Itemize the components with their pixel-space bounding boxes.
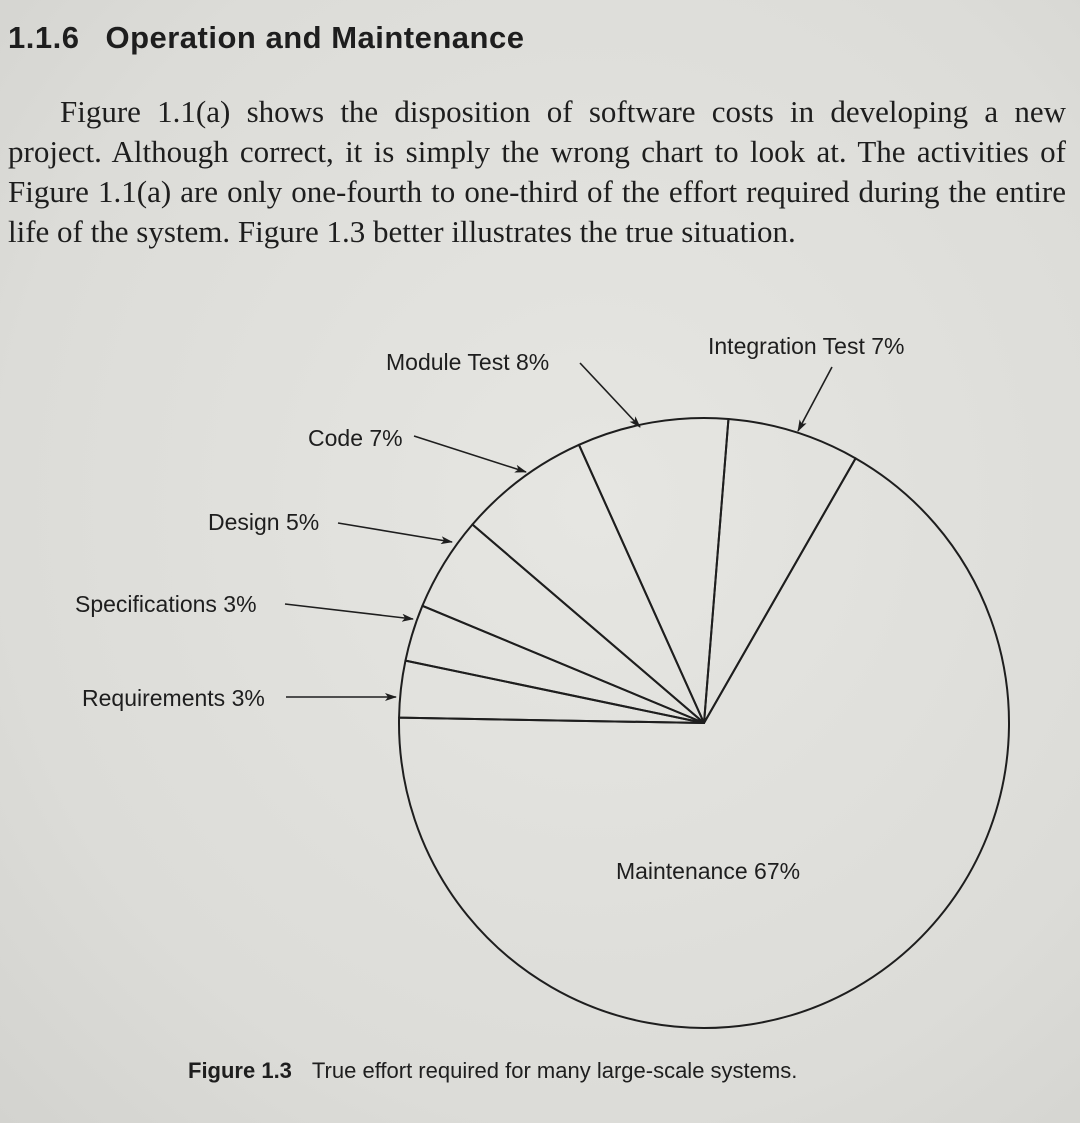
figure-number: Figure 1.3 (188, 1058, 292, 1083)
slice-label-integration-test: Integration Test 7% (708, 333, 905, 359)
slice-label-design: Design 5% (208, 509, 320, 535)
section-title: Operation and Maintenance (105, 20, 525, 55)
leader-arrow-specifications (285, 604, 413, 619)
slice-label-requirements: Requirements 3% (82, 685, 265, 711)
slice-label-specifications: Specifications 3% (75, 591, 257, 617)
leader-arrow-design (338, 523, 452, 542)
pie-slice-integration-test (704, 419, 856, 723)
section-heading (8, 20, 524, 56)
figure-caption (188, 1058, 797, 1084)
section-number: 1.1.6 (8, 20, 80, 55)
leader-arrow-module-test (580, 363, 640, 427)
slice-label-maintenance: Maintenance 67% (615, 858, 801, 884)
caption-text: True effort required for many large-scale systems. (311, 1058, 798, 1083)
slice-label-module-test: Module Test 8% (386, 349, 550, 375)
pie-slice-maintenance (399, 458, 1009, 1028)
pie-chart (0, 300, 1080, 1045)
slice-label-code: Code 7% (308, 425, 403, 451)
leader-arrow-integration-test (798, 367, 832, 431)
pie-slice-module-test (579, 418, 728, 723)
leader-arrow-code (414, 436, 526, 472)
body-paragraph: Figure 1.1(a) shows the disposition of software costs in developing a new project. Although correct, it is simply the wrong chart to look at. The activities of Figure 1.1(a) are only one-fourth to one-third of the effort required during the entire life of the system. Figure 1.3 better illustrates the true situation. (8, 94, 1066, 249)
